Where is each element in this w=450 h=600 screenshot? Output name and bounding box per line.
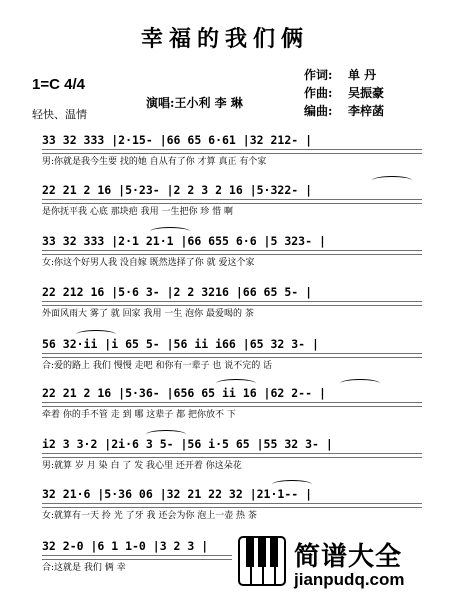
credit-lyricist — [304, 66, 376, 83]
beam-underline — [42, 250, 422, 255]
singers-line — [146, 94, 243, 111]
lyric-line: 合:这就是 我们 俩 幸 — [42, 563, 126, 573]
credit-label: 编曲: — [304, 104, 333, 118]
beam-underline — [42, 503, 422, 508]
lyric-line: 牵着 你的手不管 走 到 哪 这辈子 都 把你放不 下 — [42, 410, 236, 420]
beam-underline — [42, 149, 422, 154]
lyric-line: 合:爱的路上 我们 慢慢 走吧 和你有一辈子 也 说不完的 话 — [42, 361, 273, 371]
song-title: 幸福的我们俩 — [140, 26, 309, 52]
credit-composer — [304, 84, 384, 101]
beam-underline — [42, 453, 422, 458]
key-signature: 1=C 4/4 — [32, 76, 85, 93]
tempo-marking: 轻快、温情 — [32, 108, 87, 121]
notation-line: 33 32 333 |2·1 21·1 |66 655 6·6 |5 323- | — [42, 234, 326, 248]
piano-keys-icon — [238, 536, 286, 586]
lyric-line: 男:就算 岁 月 染 白 了 发 我心里 还开着 你这朵花 — [42, 461, 242, 471]
lyric-line: 女:就算有一天 拎 光 了牙 我 还会为你 泡上一壶 热 茶 — [42, 511, 257, 521]
site-logo — [232, 530, 442, 594]
beam-underline — [42, 402, 422, 407]
beam-underline — [42, 199, 422, 204]
singers-label: 演唱: — [146, 96, 175, 110]
logo-name: 简谱大全 — [294, 542, 403, 572]
lyric-line: 是你抚平我 心底 那块疤 我用 一生把你 珍 惜 啊 — [42, 207, 234, 217]
beam-underline — [42, 301, 422, 306]
notation-line: 56 32·ii |i 65 5- |56 ii i66 |65 32 3- | — [42, 337, 319, 351]
credit-value: 单 丹 — [348, 68, 377, 82]
lyric-line: 男:你就是我今生要 找的她 自从有了你 才算 真正 有个家 — [42, 157, 267, 167]
notation-line: 32 21·6 |5·36 06 |32 21 22 32 |21·1-- | — [42, 487, 313, 501]
notation-line: 22 21 2 16 |5·36- |656 65 ii 16 |62 2-- | — [42, 386, 326, 400]
beam-underline — [42, 353, 422, 358]
credit-label: 作词: — [304, 68, 333, 82]
logo-url: jianpudq.com — [294, 570, 405, 589]
lyric-line: 女:你这个好男人我 没自嫁 既然选择了你 就 爱这个家 — [42, 258, 255, 268]
notation-line: 22 212 16 |5·6 3- |2 2 3216 |66 65 5- | — [42, 285, 313, 299]
notation-line: 32 2-0 |6 1 1-0 |3 2 3 | — [42, 539, 209, 553]
credit-label: 作曲: — [304, 86, 333, 100]
notation-line: 22 21 2 16 |5·23- |2 2 3 2 16 |5·322- | — [42, 183, 313, 197]
singers-names: 王小利 李 琳 — [174, 96, 243, 110]
credit-value: 吴振豪 — [348, 86, 385, 100]
notation-line: 33 32 333 |2·15- |66 65 6·61 |32 212- | — [42, 133, 313, 147]
beam-underline — [42, 555, 232, 560]
lyric-line: 外面风雨大 雾了 就 回家 我用 一生 泡你 最爱喝的 茶 — [42, 309, 254, 319]
credit-arranger — [304, 102, 384, 119]
notation-line: i2 3 3·2 |2i·6 3 5- |56 i·5 65 |55 32 3- | — [42, 437, 333, 451]
credit-value: 李梓菡 — [348, 104, 385, 118]
